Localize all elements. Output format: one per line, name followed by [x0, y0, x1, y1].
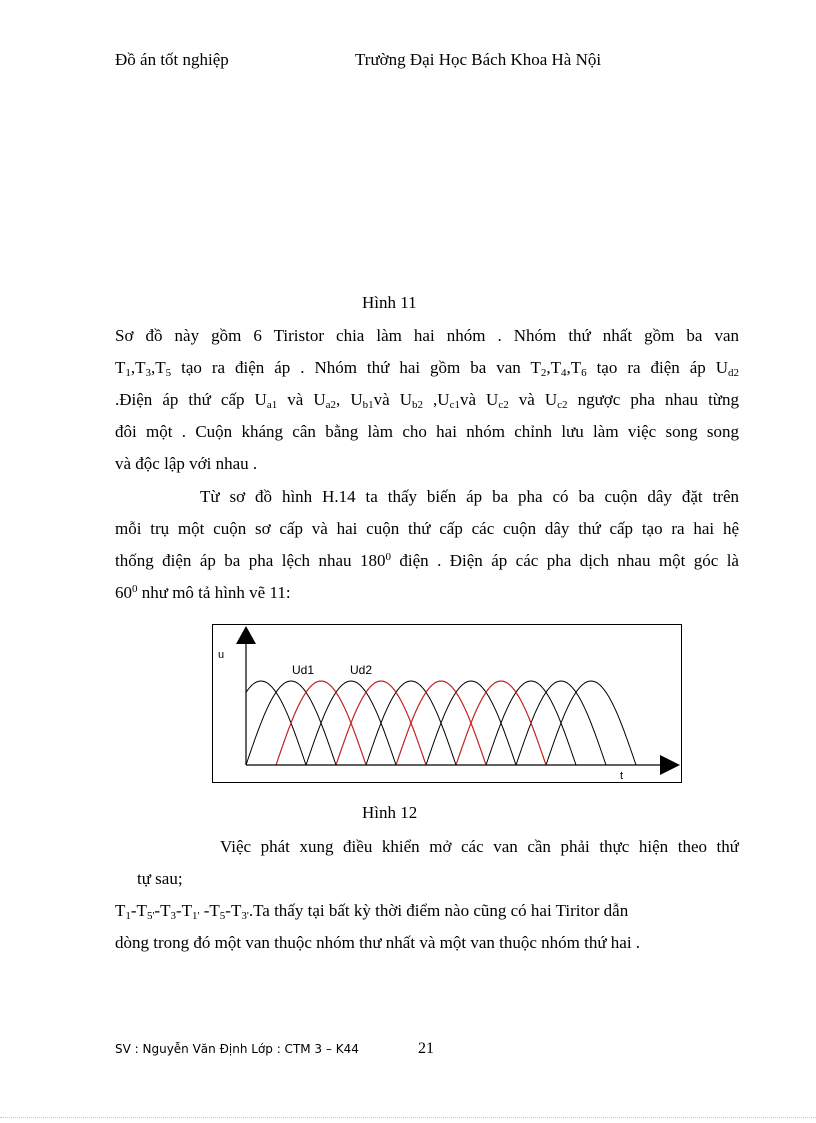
para1-line5: và độc lập với nhau .: [115, 454, 258, 473]
para3-line2: tự sau;: [137, 869, 183, 888]
annotation-ud2: Ud2: [350, 663, 373, 677]
y-axis-label: u: [218, 649, 225, 661]
para2-line2: mỗi trụ một cuộn sơ cấp và hai cuộn thứ cấp các cuộn dây thứ cấp tạo ra hai hệ: [115, 519, 739, 538]
para1-line1: Sơ đồ này gồm 6 Tiristor chia làm hai nhóm . Nhóm thứ nhất gồm ba van: [115, 326, 739, 345]
para2-line4: $60^0$ như mô tả hình vẽ 11:: [115, 583, 291, 602]
para1-line3: .Điện áp thứ cấp $U_{a1}$ và $U_{a2}$, $U_{b1}và$ $U_{b2}$ $,U_{c1}và$ $U_{c2}$ và $U_{c2}$ ngược pha nhau từng: [115, 390, 739, 411]
figure11-caption: Hình 11: [362, 293, 417, 312]
footer-student: SV : Nguyễn Văn Định Lớp : CTM 3 – K44: [115, 1042, 359, 1056]
figure12-caption: Hình 12: [362, 803, 418, 822]
waveform-chart: [212, 622, 684, 784]
page-number: 21: [418, 1040, 434, 1057]
para3-line3: $T_1-T_{5'}-T_3-T_{1'}$ $-T_5-T_{3'}.Ta$ thấy tại bất kỳ thời điểm nào cũng có hai Tiritor dẫn: [115, 901, 629, 922]
para3-line1: Việc phát xung điều khiển mở các van cần phải thực hiện theo thứ: [220, 837, 739, 856]
paragraph-1: [115, 320, 739, 480]
para2-line3: thống điện áp ba pha lệch nhau $180^0$ điện . Điện áp các pha dịch nhau một góc là: [115, 551, 739, 570]
paragraph-3: [115, 831, 739, 959]
para3-line4: dòng trong đó một van thuộc nhóm thư nhất và một van thuộc nhóm thứ hai .: [115, 933, 641, 952]
header-left: Đồ án tốt nghiệp: [115, 50, 229, 69]
annotation-ud1: Ud1: [292, 663, 315, 677]
x-axis-label: t: [620, 770, 624, 782]
paragraph-2: [115, 481, 739, 609]
para2-line1: Từ sơ đồ hình H.14 ta thấy biến áp ba pha có ba cuộn dây đặt trên: [200, 487, 739, 506]
header-right: Trường Đại Học Bách Khoa Hà Nội: [355, 50, 602, 69]
para1-line4: đôi một . Cuộn kháng cân bằng làm cho hai nhóm chỉnh lưu làm việc song song: [115, 422, 739, 441]
para1-line2: $T_1,T_3,T_5$ tạo ra điện áp . Nhóm thứ hai gồm ba van $T_2,T_4,T_6$ tạo ra điện áp $U_{d2}$: [115, 358, 739, 379]
bottom-border: [0, 1117, 816, 1118]
